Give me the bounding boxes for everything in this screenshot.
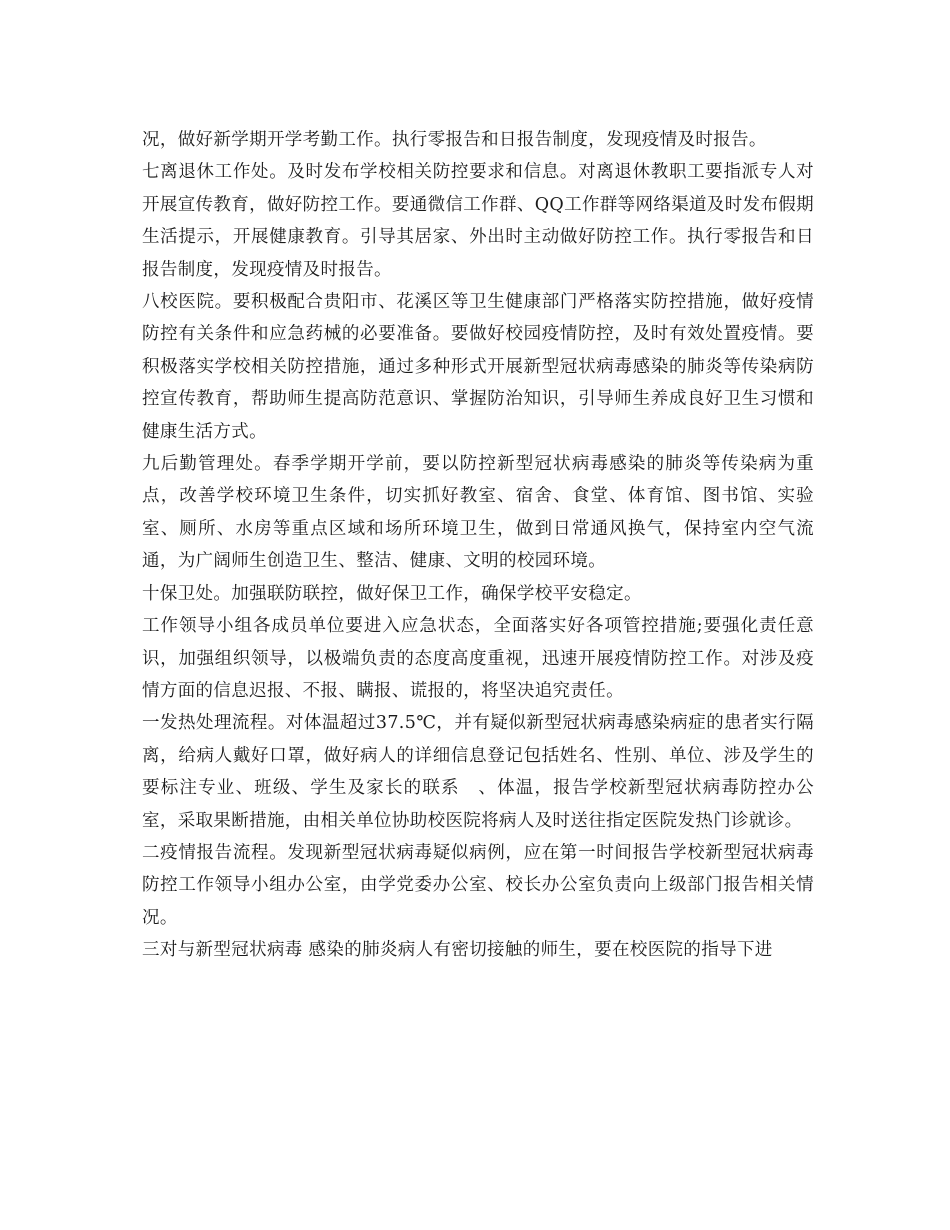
paragraph-school-hospital: 八校医院。要积极配合贵阳市、花溪区等卫生健康部门严格落实防控措施，做好疫情防控有关条件和应急药械的必要准备。要做好校园疫情防控，及时有效处置疫情。要积极落实学校相关防控措施，通过多种形式开展新型冠状病毒感染的肺炎等传染病防控宣传教育，帮助师生提高防范意识、掌握防治知识，引导师生养成良好卫生习惯和健康生活方式。 [142, 292, 814, 442]
paragraph-security-office: 十保卫处。加强联防联控，做好保卫工作，确保学校平安稳定。 [142, 583, 642, 604]
paragraph-fever-procedure: 一发热处理流程。对体温超过37.5℃，并有疑似新型冠状病毒感染病症的患者实行隔离，给病人戴好口罩，做好病人的详细信息登记包括姓名、性别、单位、涉及学生的要标注专业、班级、学生及家长的联系 、体温，报告学校新型冠状病毒防控办公室，采取果断措施，由相关单位协助校医院将病人及时送往指定医院发热门诊就诊。 [142, 713, 814, 831]
paragraph-retirement-office: 七离退休工作处。及时发布学校相关防控要求和信息。对离退休教职工要指派专人对开展宣传教育，做好防控工作。要通微信工作群、QQ工作群等网络渠道及时发布假期生活提示，开展健康教育。引导其居家、外出时主动做好防控工作。执行零报告和日报告制度，发现疫情及时报告。 [142, 162, 814, 280]
paragraph-attendance-continuation: 况，做好新学期开学考勤工作。执行零报告和日报告制度，发现疫情及时报告。 [142, 130, 767, 150]
paragraph-leadership-group: 工作领导小组各成员单位要进入应急状态，全面落实好各项管控措施;要强化责任意识，加强组织领导，以极端负责的态度高度重视，迅速开展疫情防控工作。对涉及疫情方面的信息迟报、不报、瞒报、谎报的，将坚决追究责任。 [142, 616, 814, 701]
document-body [142, 124, 814, 967]
paragraph-close-contact: 三对与新型冠状病毒 感染的肺炎病人有密切接触的师生，要在校医院的指导下进 [142, 940, 773, 961]
paragraph-reporting-procedure: 二疫情报告流程。发现新型冠状病毒疑似病例，应在第一时间报告学校新型冠状病毒防控工作领导小组办公室，由学党委办公室、校长办公室负责向上级部门报告相关情况。 [142, 842, 814, 928]
paragraph-logistics-office: 九后勤管理处。春季学期开学前，要以防控新型冠状病毒感染的肺炎等传染病为重点，改善学校环境卫生条件，切实抓好教室、宿舍、食堂、体育馆、图书馆、实验室、厕所、水房等重点区域和场所环境卫生，做到日常通风换气，保持室内空气流通，为广阔师生创造卫生、整洁、健康、文明的校园环境。 [142, 454, 814, 572]
